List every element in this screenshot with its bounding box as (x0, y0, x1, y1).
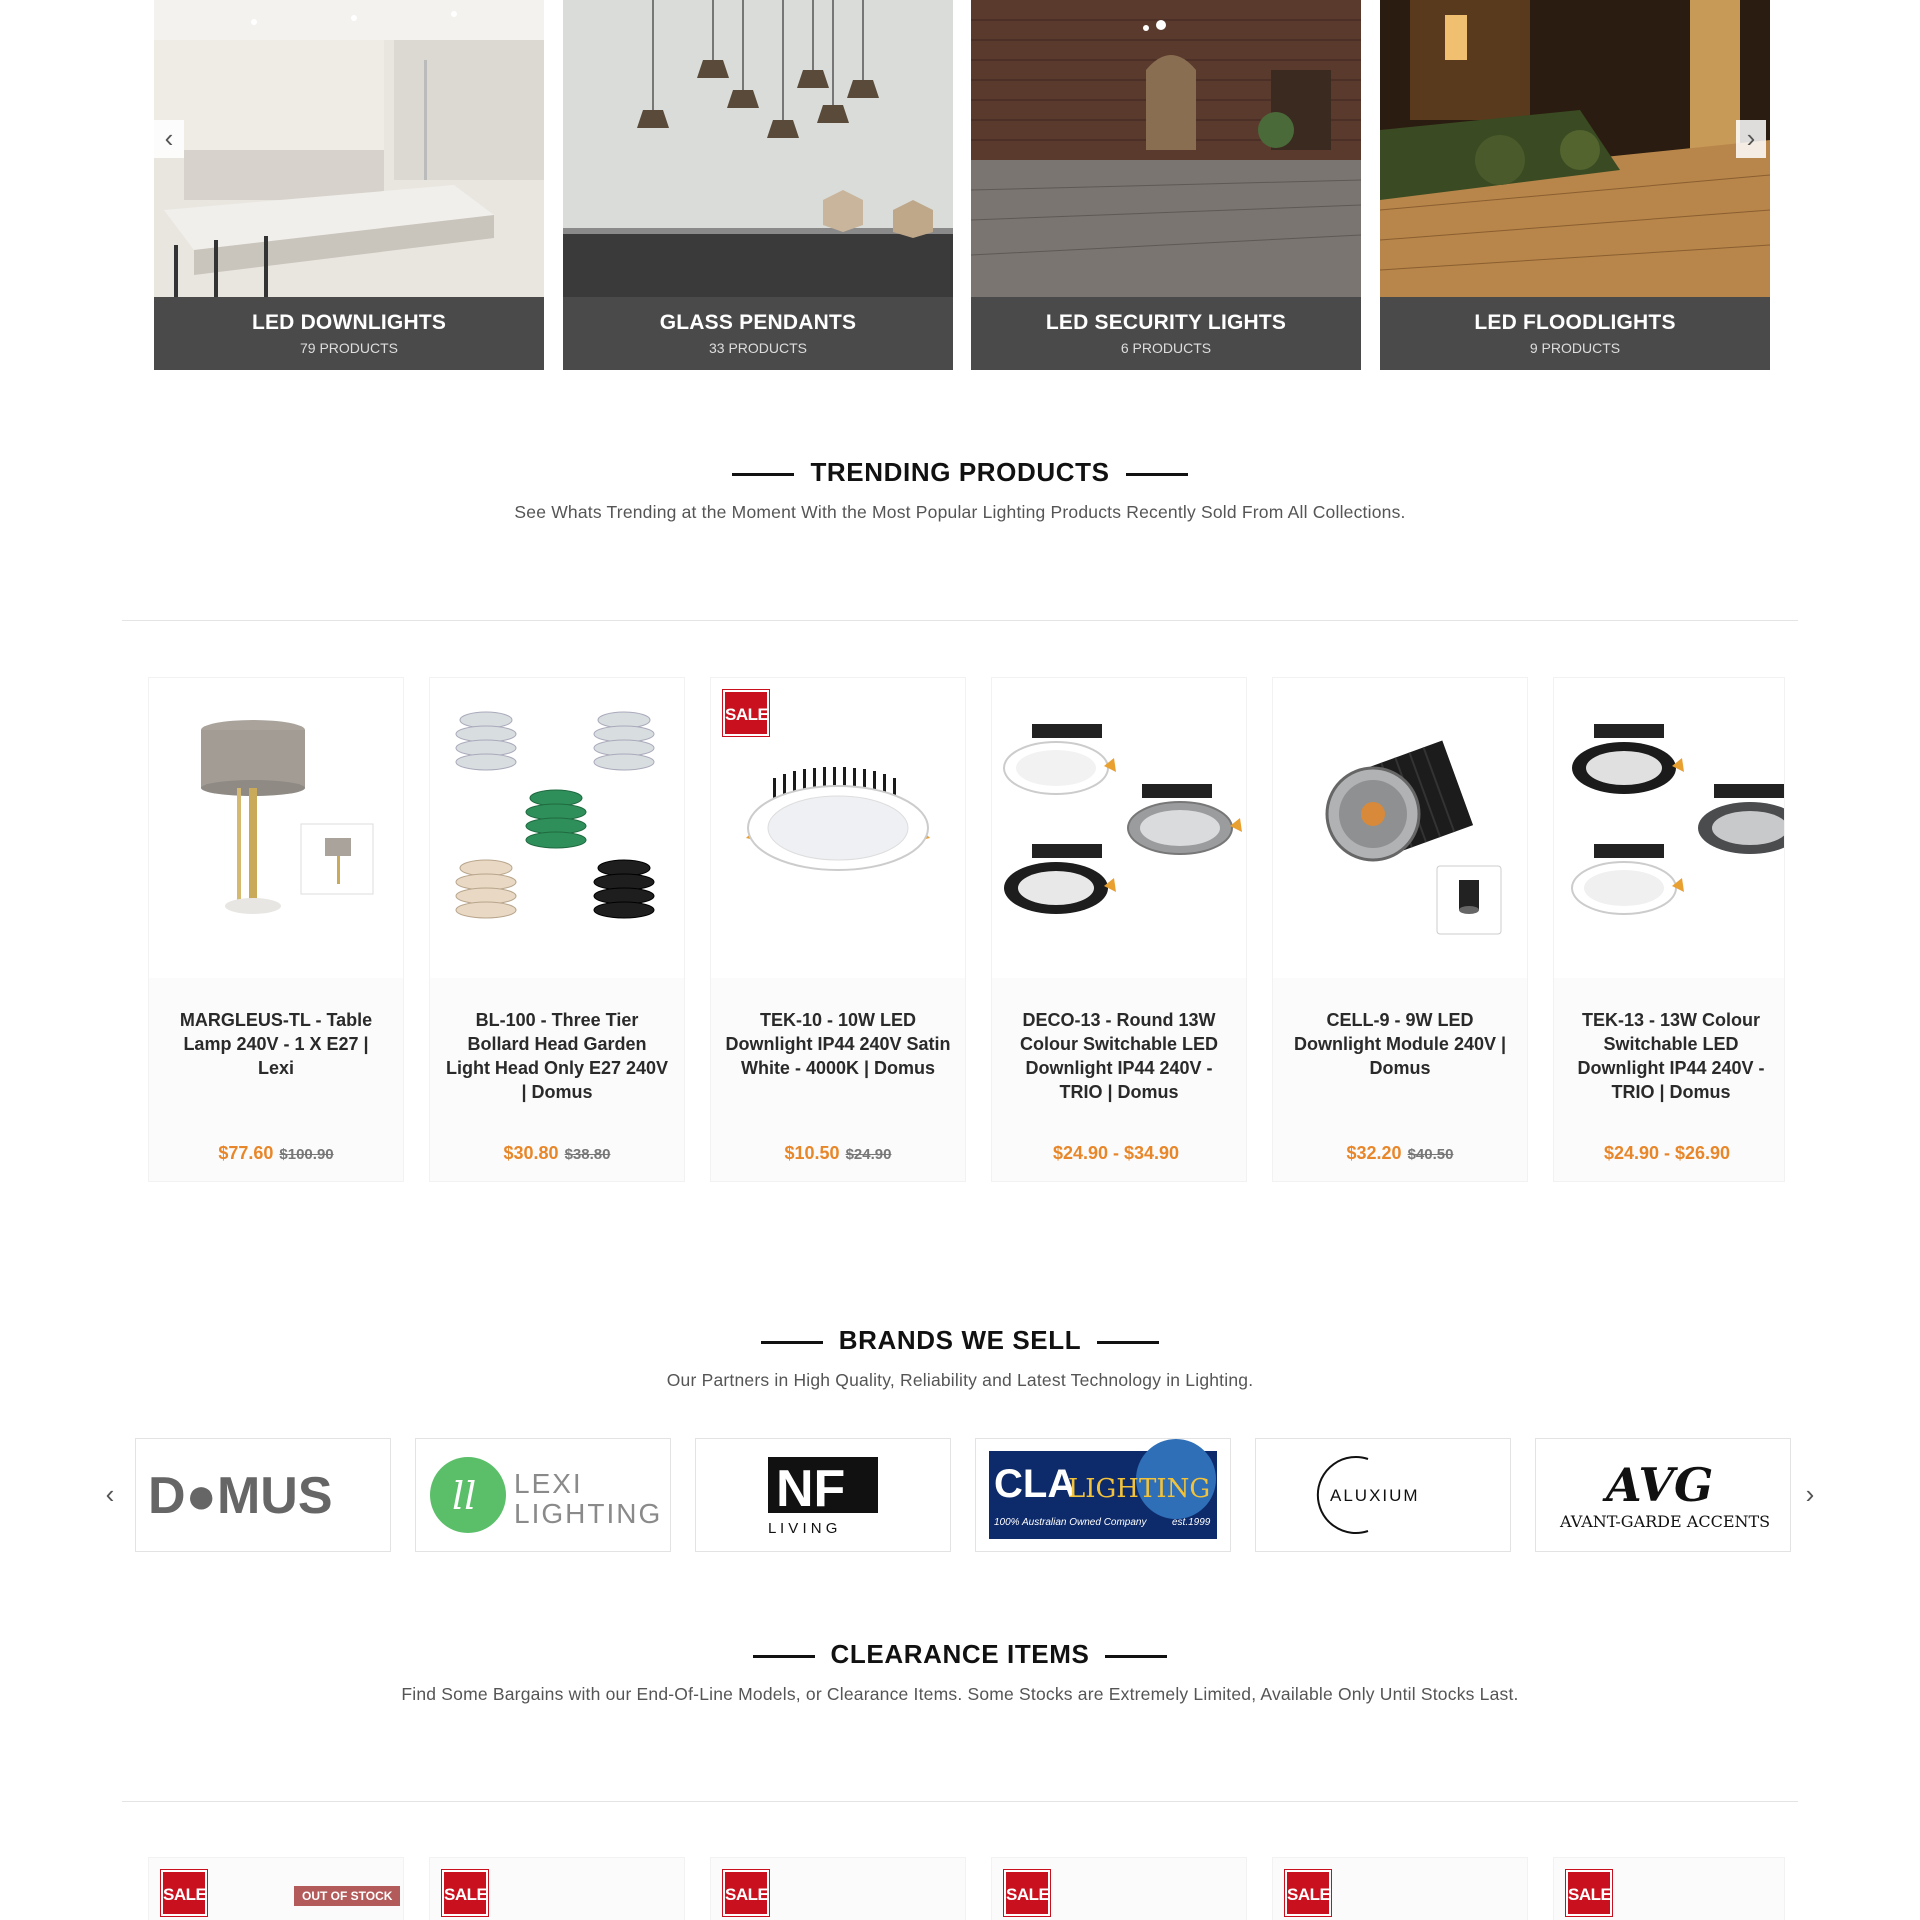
collections-carousel (154, 0, 1766, 370)
sale-badge: SALE (161, 1870, 207, 1916)
divider (122, 620, 1798, 621)
security-image (971, 0, 1361, 297)
floodlight-image (1380, 0, 1770, 297)
product-card[interactable] (710, 677, 966, 1182)
collection-card-led-floodlights[interactable] (1380, 0, 1770, 370)
brands-heading (0, 1325, 1920, 1356)
avg-logo-text: AVG (1606, 1458, 1714, 1512)
price-compare: $40.50 (1407, 1146, 1454, 1163)
clearance-subtitle: Find Some Bargains with our End-Of-Line Models, or Clearance Items. Some Stocks are Extremely Limited, Available Only Until Stocks Last. (401, 1684, 1519, 1704)
out-of-stock-badge: OUT OF STOCK (294, 1886, 400, 1906)
product-price (711, 1143, 965, 1164)
product-price (1273, 1143, 1527, 1164)
collection-title: LED FLOODLIGHTS (1474, 311, 1676, 334)
divider (122, 1801, 1798, 1802)
collection-caption (154, 297, 544, 370)
cla-logo-text: CLA (994, 1462, 1077, 1506)
product-name[interactable]: CELL-9 - 9W LED Downlight Module 240V | Domus (1293, 1010, 1507, 1078)
cla-logo-est: est.1999 (1172, 1517, 1211, 1528)
pendants-image (563, 0, 953, 297)
clearance-card[interactable] (991, 1857, 1247, 1920)
product-name[interactable]: TEK-10 - 10W LED Downlight IP44 240V Satin White - 4000K | Domus (725, 1010, 951, 1078)
domus-logo-text: D●MUS (148, 1467, 333, 1525)
clearance-heading (0, 1639, 1920, 1670)
collection-count: 79 PRODUCTS (299, 340, 399, 356)
sale-badge: SALE (723, 690, 769, 736)
brand-logo-aluxium[interactable] (1255, 1438, 1511, 1552)
collection-title: GLASS PENDANTS (659, 311, 857, 334)
collection-caption (1380, 297, 1770, 370)
price-compare: $100.90 (279, 1146, 334, 1163)
product-price (1554, 1143, 1785, 1164)
price-current: $77.60 (218, 1143, 274, 1163)
chevron-right-icon[interactable]: › (1805, 1479, 1815, 1509)
collection-title: LED DOWNLIGHTS (251, 311, 447, 334)
product-price (149, 1143, 403, 1164)
heading-rule (1097, 1341, 1159, 1344)
lexi-logo-sub: LIGHTING (514, 1498, 663, 1529)
collection-title: LED SECURITY LIGHTS (1045, 311, 1287, 334)
product-card[interactable] (1553, 677, 1785, 1182)
collection-count: 9 PRODUCTS (1529, 340, 1621, 356)
clearance-card[interactable] (148, 1857, 404, 1920)
trending-heading (0, 457, 1920, 488)
product-name[interactable]: MARGLEUS-TL - Table Lamp 240V - 1 X E27 | Lexi (179, 1010, 373, 1078)
clearance-card[interactable] (1553, 1857, 1785, 1920)
product-name[interactable]: TEK-13 - 13W Colour Switchable LED Downlight IP44 240V - TRIO | Domus (1577, 1010, 1765, 1102)
product-card[interactable] (429, 677, 685, 1182)
collection-caption (563, 297, 953, 370)
nf-logo-sub: L I V I N G (768, 1520, 838, 1537)
heading-rule (1126, 473, 1188, 476)
brand-logo-lexi-lighting[interactable] (415, 1438, 671, 1552)
chevron-left-icon[interactable]: ‹ (105, 1479, 115, 1509)
sale-badge: SALE (723, 1870, 769, 1916)
cla-logo-sub: LIGHTING (1068, 1474, 1211, 1504)
collection-card-led-downlights[interactable] (154, 0, 544, 370)
price-current: $24.90 - $26.90 (1603, 1143, 1731, 1163)
heading-rule (753, 1655, 815, 1658)
price-current: $10.50 (784, 1143, 840, 1163)
avg-logo-sub: AVANT-GARDE ACCENTS (1560, 1512, 1771, 1531)
product-image[interactable] (430, 678, 684, 978)
brands-subtitle: Our Partners in High Quality, Reliability and Latest Technology in Lighting. (666, 1370, 1254, 1390)
price-current: $30.80 (503, 1143, 559, 1163)
collection-count: 6 PRODUCTS (1120, 340, 1212, 356)
product-price (992, 1143, 1246, 1164)
product-image[interactable] (1554, 678, 1785, 978)
brands-title: BRANDS WE SELL (838, 1325, 1082, 1355)
clearance-title: CLEARANCE ITEMS (830, 1639, 1090, 1669)
product-card[interactable] (148, 677, 404, 1182)
product-image[interactable] (149, 678, 403, 978)
price-compare: $38.80 (564, 1146, 611, 1163)
heading-rule (732, 473, 794, 476)
product-name[interactable]: DECO-13 - Round 13W Colour Switchable LED Downlight IP44 240V - TRIO | Domus (1019, 1010, 1219, 1102)
chevron-right-icon[interactable]: › (1736, 120, 1766, 158)
price-compare: $24.90 (845, 1146, 892, 1163)
heading-rule (761, 1341, 823, 1344)
collection-card-led-security-lights[interactable] (971, 0, 1361, 370)
svg-text:ll: ll (452, 1474, 477, 1518)
product-name[interactable]: BL-100 - Three Tier Bollard Head Garden Light Head Only E27 240V | Domus (445, 1010, 669, 1102)
product-card[interactable] (1272, 677, 1528, 1182)
chevron-left-icon[interactable]: ‹ (154, 120, 184, 158)
collection-count: 33 PRODUCTS (708, 340, 808, 356)
nf-logo-text: NF (776, 1460, 846, 1518)
clearance-card[interactable] (429, 1857, 685, 1920)
brand-logo-domus[interactable] (135, 1438, 391, 1552)
product-image[interactable] (992, 678, 1246, 978)
cla-logo-tagline: 100% Australian Owned Company (994, 1517, 1147, 1528)
heading-rule (1105, 1655, 1167, 1658)
clearance-card[interactable] (710, 1857, 966, 1920)
trending-title: TRENDING PRODUCTS (810, 457, 1110, 487)
product-image[interactable] (1273, 678, 1527, 978)
sale-badge: SALE (1566, 1870, 1612, 1916)
sale-badge: SALE (1285, 1870, 1331, 1916)
clearance-card[interactable] (1272, 1857, 1528, 1920)
price-current: $24.90 - $34.90 (1052, 1143, 1180, 1163)
collection-caption (971, 297, 1361, 370)
product-price (430, 1143, 684, 1164)
kitchen-image (154, 0, 544, 297)
sale-badge: SALE (1004, 1870, 1050, 1916)
brand-logo-nf-living[interactable] (695, 1438, 951, 1552)
brand-logo-avg[interactable] (1535, 1438, 1791, 1552)
trending-subtitle: See Whats Trending at the Moment With the Most Popular Lighting Products Recently Sold From All Collections. (514, 502, 1406, 522)
collection-card-glass-pendants[interactable] (563, 0, 953, 370)
aluxium-logo-text: ALUXIUM (1330, 1486, 1420, 1505)
brand-logo-cla-lighting[interactable] (975, 1438, 1231, 1552)
lexi-logo-text: LEXI (514, 1468, 583, 1499)
sale-badge: SALE (442, 1870, 488, 1916)
price-current: $32.20 (1346, 1143, 1402, 1163)
product-card[interactable] (991, 677, 1247, 1182)
